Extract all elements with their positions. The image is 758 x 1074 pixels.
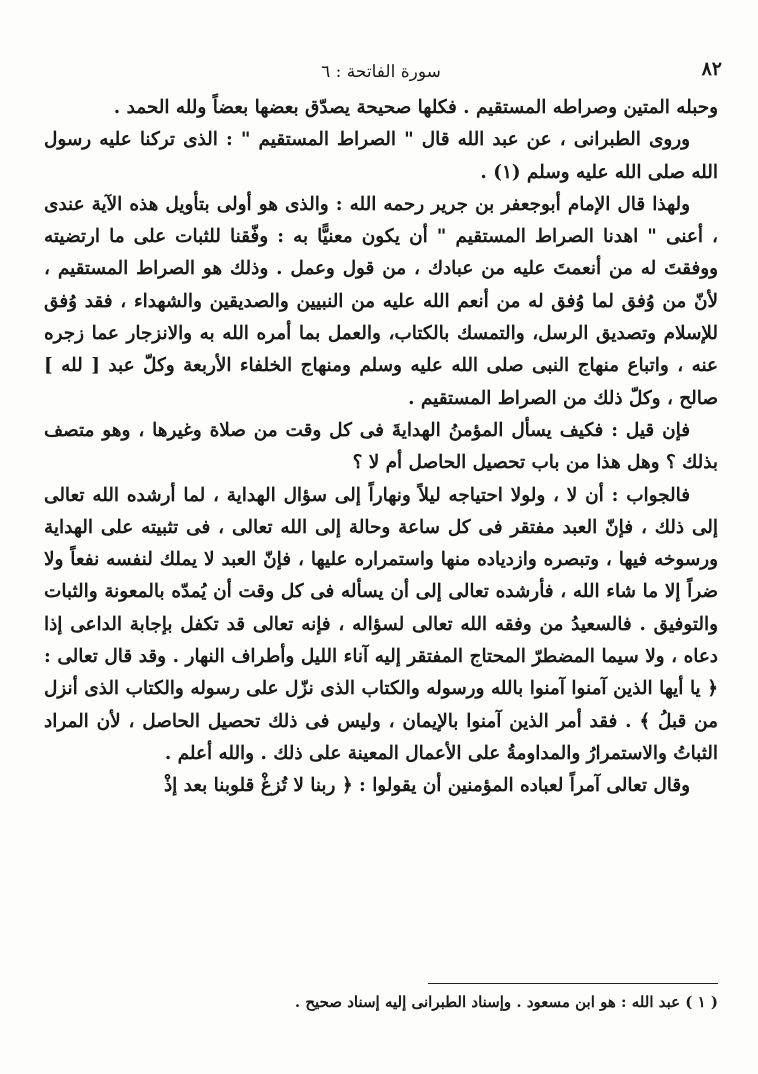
page-header xyxy=(40,58,722,88)
paragraph-3: ولهذا قال الإمام أبوجعفر بن جرير رحمه الله : والذى هو أولى بتأويل هذه الآية عندى ، أعنى " اهدنا الصراط المستقيم " أن يكون معنيًّا به : وفّقنا للثبات على ما ارتضيته ووفقتَ له من أنعمتَ عليه من عبادك ، من قول وعمل . وذلك هو الصراط المستقيم ، لأنّ من وُفق لما وُفق له من أنعم الله عليه من النبيين والصديقين والشهداء ، فقد وُفق للإسلام وتصديق الرسل، والتمسك بالكتاب، والعمل بما أمره الله به والانزجار عما زجره عنه ، واتباع منهاج النبى صلى الله عليه وسلم ومنهاج الخلفاء الأربعة وكلّ عبد [ لله ] صالح ، وكلّ ذلك من الصراط المستقيم . xyxy=(44,193,718,409)
footnote: ( ١ ) عبد الله : هو ابن مسعود . وإسناد الطبرانى إليه إسناد صحيح . xyxy=(294,993,718,1011)
paragraph-6: وقال تعالى آمراً لعباده المؤمنين أن يقولوا : ﴿ ربنا لا تُزغْ قلوبنا بعد إذْ xyxy=(163,775,690,797)
paragraph-1: وحبله المتين وصراطه المستقيم . فكلها صحيحة يصدّق بعضها بعضاً ولله الحمد . xyxy=(113,97,718,118)
paragraph-4: فإن قيل : فكيف يسأل المؤمنُ الهدايةَ فى كل وقت من صلاة وغيرها ، وهو متصف بذلك ؟ وهل هذا من باب تحصيل الحاصل أم لا ؟ xyxy=(44,419,718,474)
main-text xyxy=(44,92,718,803)
paragraph-2: وروى الطبرانى ، عن عبد الله قال " الصراط المستقيم " : الذى تركنا عليه رسول الله صلى الله عليه وسلم (١) . xyxy=(44,129,718,183)
running-head: سورة الفاتحة : ٦ xyxy=(321,62,441,82)
footnote-divider xyxy=(428,983,718,984)
paragraph-5: فالجواب : أن لا ، ولولا احتياجه ليلاً ونهاراً إلى سؤال الهداية ، لما أرشده الله تعالى إلى ذلك ، فإنّ العبد مفتقر فى كل ساعة وحالة إلى الله تعالى ، فى تثبيته على الهداية ورسوخه فيها ، وتبصره وازدياده منها واستمراره عليها ، فإنّ العبد لا يملك لنفسه نفعاً ولا ضراً إلا ما شاء الله ، فأرشده تعالى إلى أن يسأله فى كل وقت أن يُمدّه بالمعونة والثبات والتوفيق . فالسعيدُ من وفقه الله تعالى لسؤاله ، فإنه تعالى قد تكفل بإجابة الداعى إذا دعاه ، ولا سيما المضطرّ المحتاج المفتقر إليه آناء الليل وأطراف النهار . وقد قال تعالى : ﴿ يا أيها الذين آمنوا آمنوا بالله ورسوله والكتاب الذى نزّل على رسوله والكتاب الذى أنزل من قبلُ ﴾ . فقد أمر الذين آمنوا بالإيمان ، وليس فى ذلك تحصيل الحاصل ، لأن المراد الثباتُ والاستمرارُ والمداومةُ على الأعمال المعينة على ذلك . والله أعلم . xyxy=(44,484,718,764)
page-number: ٨٢ xyxy=(701,58,722,80)
